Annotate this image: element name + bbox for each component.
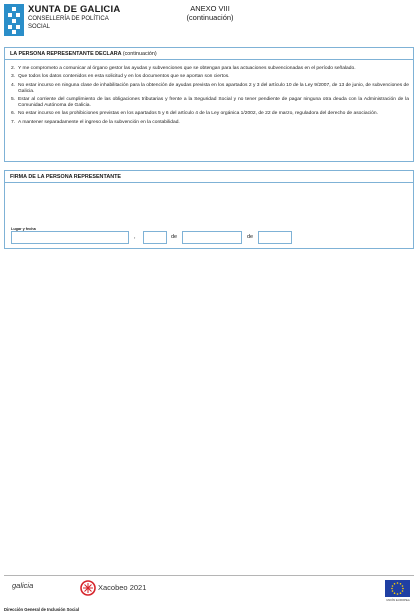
xacobeo-logo: Xacobeo 2021 — [98, 583, 147, 592]
department-name: CONSELLERÍA DE POLÍTICA SOCIAL — [28, 16, 109, 30]
galicia-logo: galicia — [12, 581, 34, 590]
list-item: 6. No estar incurso en las prohibiciones previstas en los apartados 5 y 6 del artículo 4 de la Ley orgánica 1/2002, de 22 de marzo, reguladora del derecho de asociación. — [11, 111, 378, 117]
list-item: 5. Estar al corriente del cumplimiento de las obligaciones tributarias y frente a la Seguridad Social y no tener pendiente de pagar ninguna otra deuda con la Administración de la Comunidad Autónoma de Galicia. — [11, 96, 409, 109]
section-divider — [5, 59, 413, 60]
de-separator: de — [247, 234, 254, 240]
eu-caption: UNIÓN EUROPEA — [386, 598, 410, 602]
comma-separator: , — [134, 234, 136, 240]
footer-divider — [4, 575, 414, 576]
footer-department: Dirección General de Inclusión Social — [4, 607, 79, 612]
annex-title: ANEXO VIII (continuación) — [186, 4, 234, 22]
place-date-label: Lugar y fecha — [11, 227, 36, 231]
place-field[interactable] — [11, 231, 129, 244]
de-separator: de — [171, 234, 178, 240]
declaration-list — [11, 66, 409, 128]
signature-title: FIRMA DE LA PERSONA REPRESENTANTE — [10, 174, 122, 180]
xunta-shield-icon — [4, 4, 24, 36]
list-item: 4. No estar incurso en ninguna clase de inhabilitación para la obtención de ayudas prevista en los apartados 2 y 3 del artículo 10 de la Ley 9/2007, de 13 de junio, de subvenciones de Galicia. — [11, 82, 409, 94]
org-name: XUNTA DE GALICIA — [28, 4, 121, 15]
month-field[interactable] — [182, 231, 242, 244]
list-item: 2. Y me comprometo a comunicar al órgano gestor las ayudas y subvenciones que se obtengan para las actuaciones subvencionadas en el período señalado. — [11, 66, 356, 71]
section-divider — [5, 182, 413, 183]
year-field[interactable] — [258, 231, 292, 244]
declaration-section — [4, 47, 414, 162]
list-item: 7. A mantener separadamente el ingreso de la subvención en la contabilidad. — [11, 119, 180, 125]
signature-section — [4, 170, 414, 249]
xacobeo-icon — [80, 580, 96, 601]
page-header — [0, 0, 418, 46]
day-field[interactable] — [143, 231, 167, 244]
eu-flag-icon — [385, 580, 410, 597]
declaration-title: LA PERSONA REPRESENTANTE DECLARA (continuación) — [10, 51, 157, 57]
list-item: 3. Que todos los datos contenidos en esta solicitud y en los documentos que se aportan son ciertos. — [11, 74, 230, 80]
